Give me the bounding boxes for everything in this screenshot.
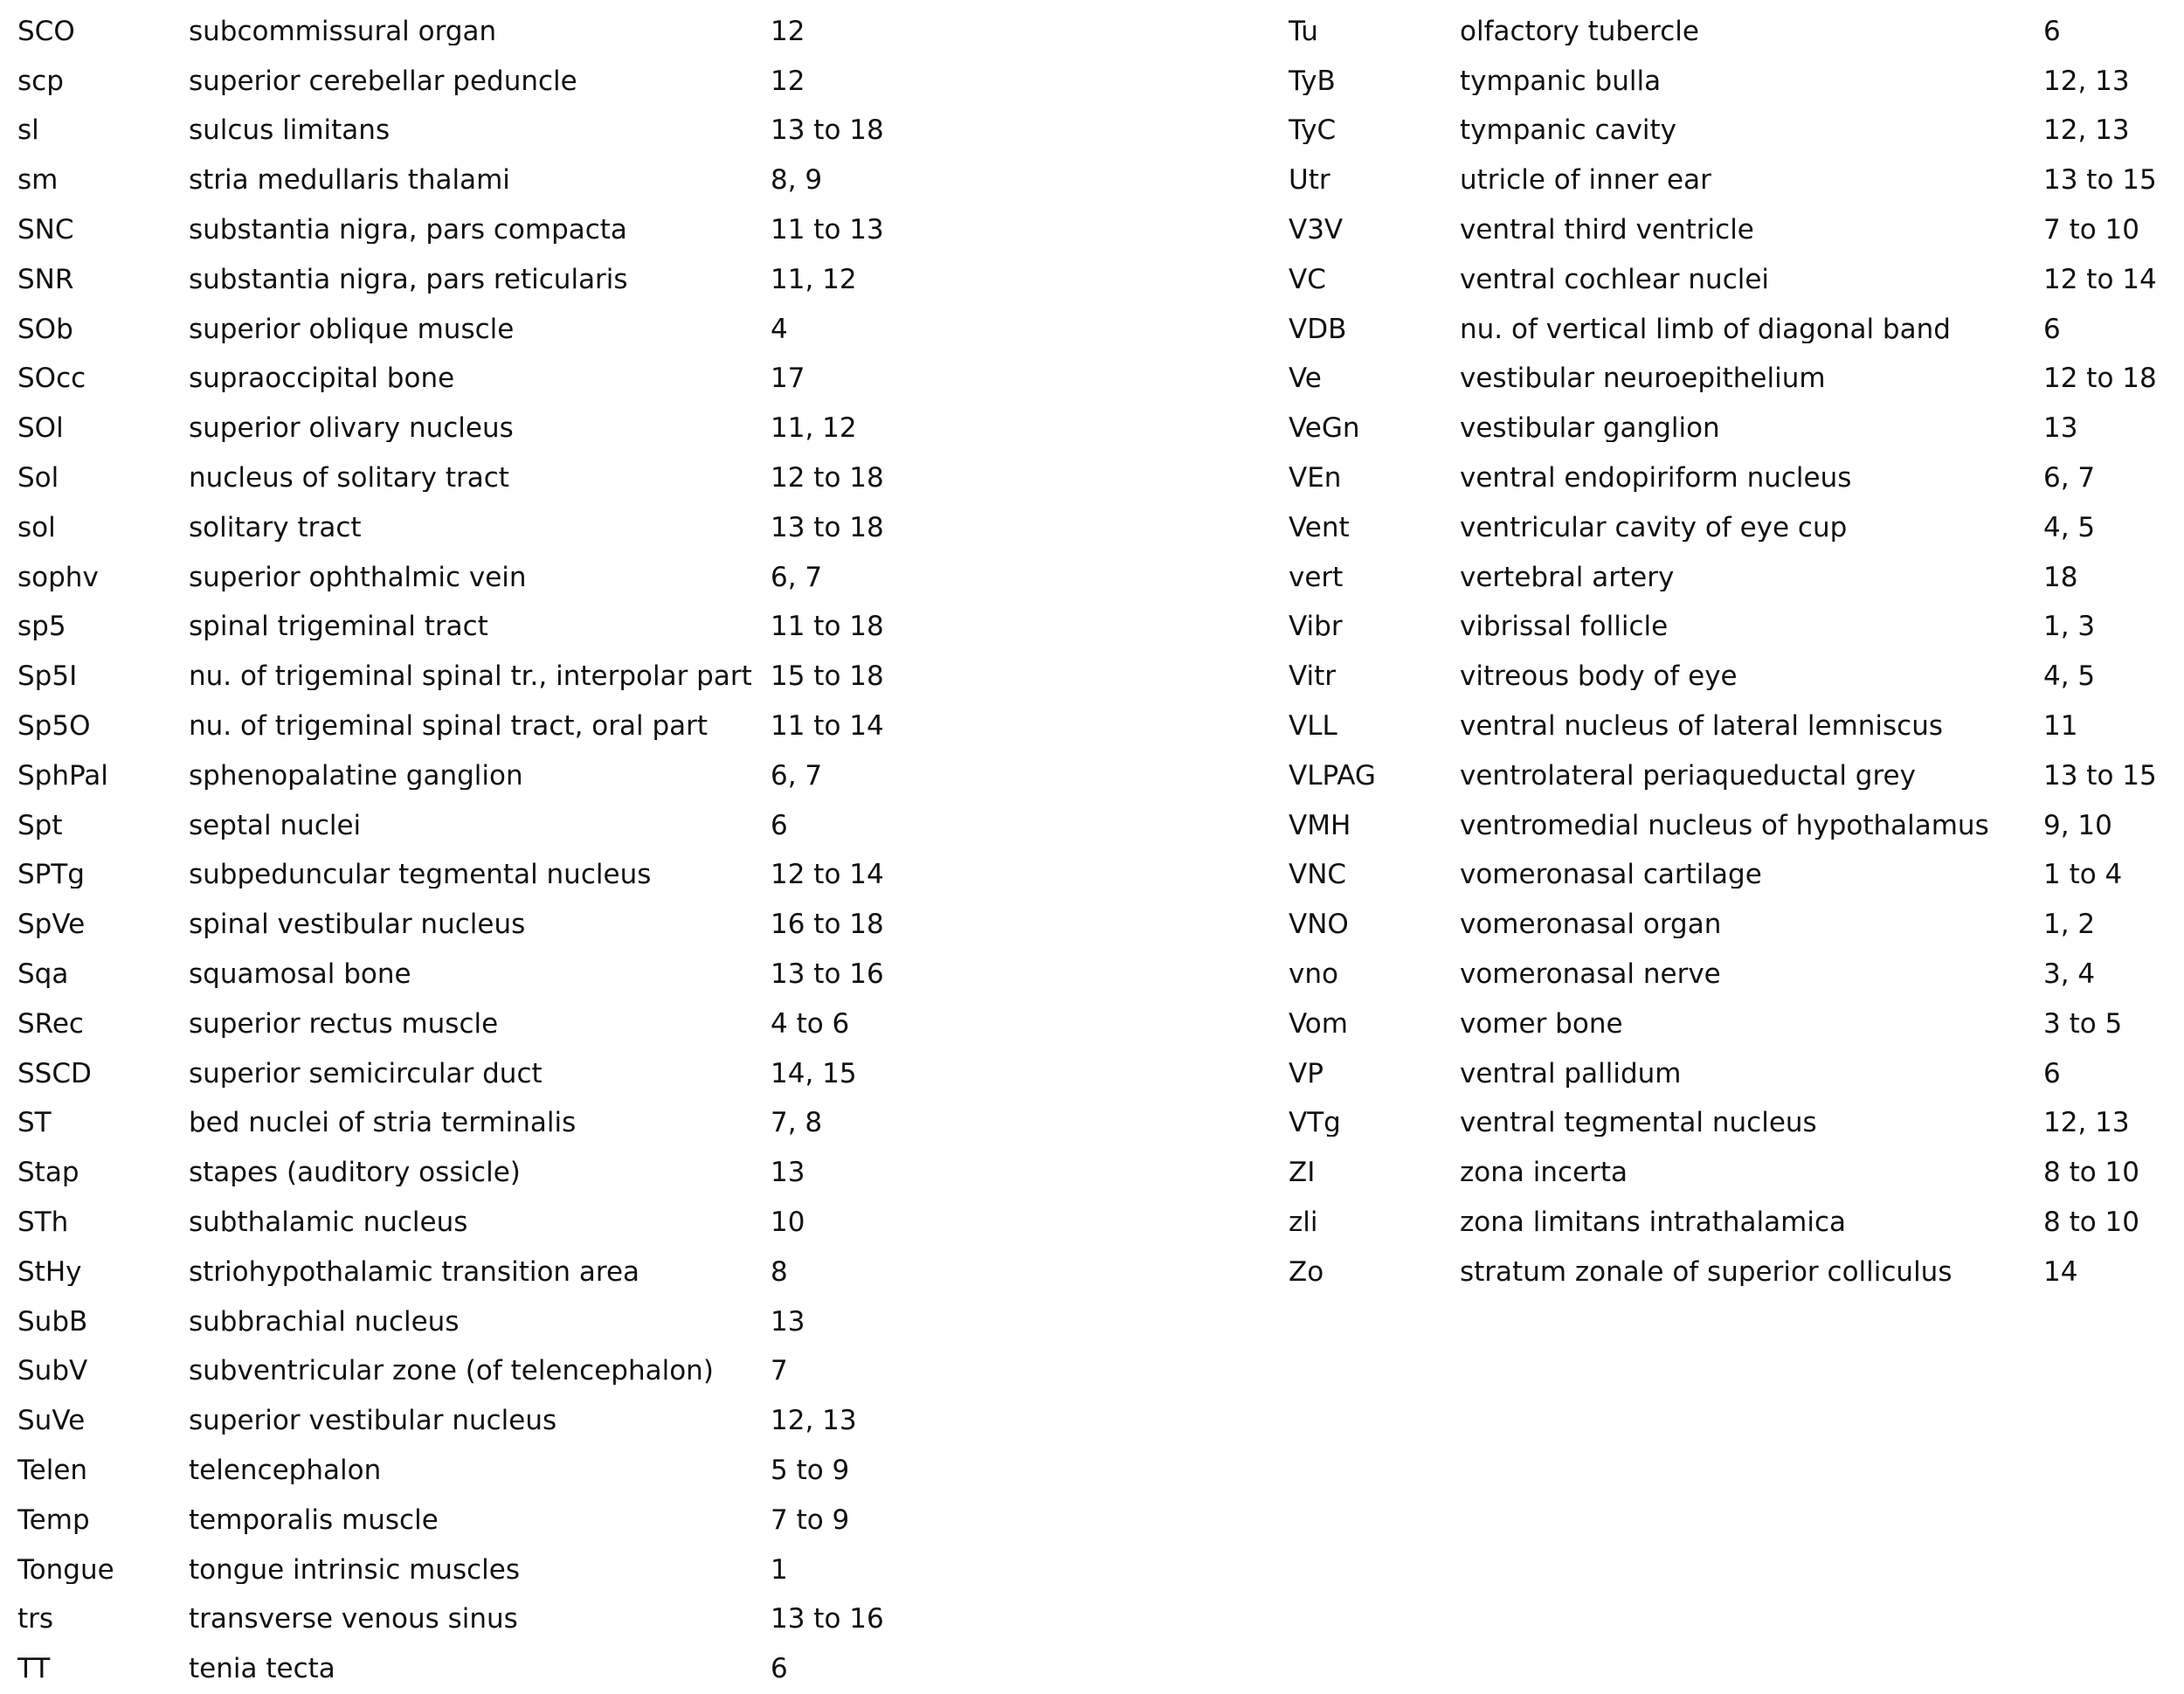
abbreviation-cell: VNC <box>1289 861 1347 889</box>
abbreviation-row <box>17 1099 891 1149</box>
abbreviation-cell: SOl <box>17 415 64 443</box>
abbreviation-cell: VLPAG <box>1289 762 1376 790</box>
abbreviation-cell: SNR <box>17 266 74 294</box>
abbreviation-cell: VDB <box>1289 315 1347 343</box>
abbreviation-row <box>17 1496 891 1545</box>
pages-cell: 7 <box>771 1358 788 1386</box>
abbreviation-cell: SphPal <box>17 762 108 790</box>
pages-cell: 14 <box>2043 1258 2078 1286</box>
pages-cell: 11 to 18 <box>771 613 884 641</box>
abbreviation-cell: trs <box>17 1606 54 1634</box>
pages-cell: 8 <box>771 1258 788 1286</box>
abbreviation-row <box>17 156 891 205</box>
term-cell: vomeronasal organ <box>1460 911 1722 939</box>
abbreviation-cell: SubB <box>17 1308 88 1336</box>
abbreviation-row <box>17 851 891 901</box>
abbreviation-cell: sl <box>17 117 39 145</box>
pages-cell: 1 <box>771 1556 788 1584</box>
abbreviation-row <box>1289 355 2171 404</box>
pages-cell: 13 to 18 <box>771 514 884 542</box>
left-abbreviation-column <box>17 7 891 1694</box>
abbreviation-cell: SOcc <box>17 365 86 393</box>
term-cell: zona limitans intrathalamica <box>1460 1209 1846 1237</box>
pages-cell: 12, 13 <box>2043 1110 2130 1137</box>
abbreviation-cell: Temp <box>17 1506 90 1534</box>
term-cell: stria medullaris thalami <box>189 167 510 195</box>
term-cell: solitary tract <box>189 514 362 542</box>
abbreviation-cell: Utr <box>1289 167 1330 195</box>
pages-cell: 6 <box>2043 1060 2061 1088</box>
pages-cell: 17 <box>771 365 805 393</box>
abbreviation-cell: STh <box>17 1209 69 1237</box>
abbreviation-cell: vert <box>1289 564 1344 591</box>
pages-cell: 12 to 14 <box>2043 266 2157 294</box>
abbreviation-cell: SSCD <box>17 1060 92 1088</box>
abbreviation-cell: Vent <box>1289 514 1350 542</box>
abbreviation-row <box>1289 851 2171 901</box>
term-cell: temporalis muscle <box>189 1506 439 1534</box>
abbreviation-row <box>1289 404 2171 453</box>
abbreviation-cell: Vom <box>1289 1010 1348 1038</box>
abbreviation-row <box>1289 1099 2171 1149</box>
pages-cell: 1 to 4 <box>2043 861 2123 889</box>
term-cell: olfactory tubercle <box>1460 17 1699 45</box>
pages-cell: 4 <box>771 315 788 343</box>
term-cell: utricle of inner ear <box>1460 167 1711 195</box>
abbreviation-cell: SOb <box>17 315 73 343</box>
term-cell: bed nuclei of stria terminalis <box>189 1110 577 1137</box>
term-cell: superior vestibular nucleus <box>189 1407 557 1435</box>
abbreviation-row <box>1289 453 2171 503</box>
term-cell: transverse venous sinus <box>189 1606 518 1634</box>
abbreviation-cell: zli <box>1289 1209 1318 1237</box>
abbreviation-cell: scp <box>17 67 64 95</box>
abbreviation-row <box>17 1148 891 1198</box>
pages-cell: 12, 13 <box>2043 67 2130 95</box>
term-cell: supraoccipital bone <box>189 365 455 393</box>
abbreviation-row <box>1289 553 2171 603</box>
abbreviation-cell: V3V <box>1289 217 1344 245</box>
abbreviation-row <box>1289 950 2171 999</box>
term-cell: ventral cochlear nuclei <box>1460 266 1770 294</box>
term-cell: spinal vestibular nucleus <box>189 911 526 939</box>
abbreviation-cell: VTg <box>1289 1110 1341 1137</box>
pages-cell: 12 to 18 <box>2043 365 2157 393</box>
abbreviation-cell: Tongue <box>17 1556 114 1584</box>
pages-cell: 4, 5 <box>2043 663 2096 691</box>
abbreviation-row <box>1289 503 2171 553</box>
pages-cell: 13 to 18 <box>771 117 884 145</box>
term-cell: vestibular ganglion <box>1460 415 1720 443</box>
pages-cell: 11 to 14 <box>771 713 884 741</box>
abbreviation-row <box>1289 1049 2171 1099</box>
abbreviation-cell: Vitr <box>1289 663 1337 691</box>
pages-cell: 6 <box>771 1656 788 1684</box>
abbreviation-row <box>17 7 891 57</box>
pages-cell: 7 to 10 <box>2043 217 2139 245</box>
pages-cell: 12, 13 <box>2043 117 2130 145</box>
abbreviation-cell: TyB <box>1289 67 1336 95</box>
abbreviation-cell: Sp5O <box>17 713 91 741</box>
abbreviation-cell: sm <box>17 167 59 195</box>
abbreviation-cell: SpVe <box>17 911 86 939</box>
abbreviation-cell: SNC <box>17 217 74 245</box>
abbreviation-cell: SubV <box>17 1358 88 1386</box>
abbreviation-row <box>1289 107 2171 156</box>
pages-cell: 3 to 5 <box>2043 1010 2123 1038</box>
abbreviation-row <box>17 107 891 156</box>
abbreviation-row <box>17 1446 891 1496</box>
abbreviation-row <box>1289 900 2171 950</box>
abbreviation-cell: Ve <box>1289 365 1322 393</box>
pages-cell: 7, 8 <box>771 1110 823 1137</box>
pages-cell: 12 <box>771 67 805 95</box>
pages-cell: 13 to 16 <box>771 961 884 989</box>
abbreviation-cell: Telen <box>17 1457 88 1484</box>
pages-cell: 4 to 6 <box>771 1010 850 1038</box>
abbreviation-row <box>17 1545 891 1595</box>
abbreviation-row <box>17 1396 891 1446</box>
abbreviation-cell: ST <box>17 1110 52 1137</box>
right-abbreviation-column <box>1289 7 2171 1297</box>
abbreviation-row <box>17 57 891 107</box>
term-cell: ventrolateral periaqueductal grey <box>1460 762 1916 790</box>
abbreviation-row <box>17 603 891 653</box>
term-cell: nucleus of solitary tract <box>189 465 509 493</box>
pages-cell: 16 to 18 <box>771 911 884 939</box>
pages-cell: 13 <box>2043 415 2078 443</box>
term-cell: ventral nucleus of lateral lemniscus <box>1460 713 1944 741</box>
term-cell: vomeronasal nerve <box>1460 961 1721 989</box>
pages-cell: 6 <box>2043 315 2061 343</box>
abbreviation-cell: SPTg <box>17 861 85 889</box>
term-cell: septal nuclei <box>189 812 362 840</box>
term-cell: zona incerta <box>1460 1159 1628 1187</box>
term-cell: sulcus limitans <box>189 117 390 145</box>
pages-cell: 14, 15 <box>771 1060 857 1088</box>
term-cell: stratum zonale of superior colliculus <box>1460 1258 1952 1286</box>
pages-cell: 10 <box>771 1209 805 1237</box>
abbreviation-cell: Sp5I <box>17 663 78 691</box>
pages-cell: 1, 2 <box>2043 911 2096 939</box>
abbreviation-cell: vno <box>1289 961 1338 989</box>
term-cell: stapes (auditory ossicle) <box>189 1159 521 1187</box>
pages-cell: 6, 7 <box>771 762 823 790</box>
abbreviation-cell: Stap <box>17 1159 79 1187</box>
abbreviation-row <box>17 355 891 404</box>
abbreviation-cell: VMH <box>1289 812 1351 840</box>
term-cell: superior olivary nucleus <box>189 415 514 443</box>
abbreviation-cell: SCO <box>17 17 75 45</box>
pages-cell: 11 to 13 <box>771 217 884 245</box>
term-cell: ventral tegmental nucleus <box>1460 1110 1817 1137</box>
abbreviation-cell: VNO <box>1289 911 1349 939</box>
abbreviation-cell: Tu <box>1289 17 1318 45</box>
term-cell: vibrissal follicle <box>1460 613 1669 641</box>
abbreviation-cell: Zo <box>1289 1258 1324 1286</box>
abbreviation-cell: sol <box>17 514 56 542</box>
pages-cell: 13 to 15 <box>2043 762 2157 790</box>
abbreviation-cell: VeGn <box>1289 415 1360 443</box>
pages-cell: 12, 13 <box>771 1407 857 1435</box>
abbreviation-cell: Sqa <box>17 961 69 989</box>
abbreviation-cell: SuVe <box>17 1407 86 1435</box>
term-cell: spinal trigeminal tract <box>189 613 488 641</box>
pages-cell: 8 to 10 <box>2043 1159 2139 1187</box>
abbreviation-row <box>1289 1198 2171 1248</box>
abbreviation-cell: sp5 <box>17 613 66 641</box>
pages-cell: 1, 3 <box>2043 613 2096 641</box>
term-cell: superior semicircular duct <box>189 1060 543 1088</box>
term-cell: superior oblique muscle <box>189 315 515 343</box>
term-cell: substantia nigra, pars compacta <box>189 217 627 245</box>
pages-cell: 18 <box>2043 564 2078 591</box>
pages-cell: 8, 9 <box>771 167 823 195</box>
pages-cell: 12 to 18 <box>771 465 884 493</box>
term-cell: vertebral artery <box>1460 564 1675 591</box>
term-cell: vomeronasal cartilage <box>1460 861 1762 889</box>
term-cell: tympanic bulla <box>1460 67 1662 95</box>
abbreviation-row <box>17 751 891 801</box>
pages-cell: 5 to 9 <box>771 1457 850 1484</box>
abbreviation-cell: VC <box>1289 266 1326 294</box>
abbreviation-row <box>1289 1148 2171 1198</box>
abbreviation-row <box>17 404 891 453</box>
abbreviation-row <box>17 801 891 851</box>
term-cell: vomer bone <box>1460 1010 1623 1038</box>
term-cell: squamosal bone <box>189 961 411 989</box>
abbreviation-row <box>17 652 891 702</box>
term-cell: subthalamic nucleus <box>189 1209 468 1237</box>
abbreviation-cell: Vibr <box>1289 613 1343 641</box>
pages-cell: 13 <box>771 1159 805 1187</box>
term-cell: telencephalon <box>189 1457 382 1484</box>
term-cell: ventricular cavity of eye cup <box>1460 514 1848 542</box>
abbreviation-cell: StHy <box>17 1258 82 1286</box>
abbreviation-cell: sophv <box>17 564 99 591</box>
pages-cell: 9, 10 <box>2043 812 2112 840</box>
abbreviation-row <box>1289 156 2171 205</box>
term-cell: vestibular neuroepithelium <box>1460 365 1826 393</box>
pages-cell: 15 to 18 <box>771 663 884 691</box>
abbreviation-row <box>1289 1248 2171 1297</box>
abbreviation-row <box>17 1248 891 1297</box>
abbreviation-row <box>17 1347 891 1397</box>
abbreviation-row <box>17 1595 891 1645</box>
abbreviation-row <box>1289 999 2171 1049</box>
term-cell: ventromedial nucleus of hypothalamus <box>1460 812 1989 840</box>
term-cell: subventricular zone (of telencephalon) <box>189 1358 714 1386</box>
pages-cell: 11 <box>2043 713 2078 741</box>
abbreviation-cell: Spt <box>17 812 63 840</box>
pages-cell: 13 to 15 <box>2043 167 2157 195</box>
abbreviation-cell: ZI <box>1289 1159 1316 1187</box>
abbreviation-row <box>1289 57 2171 107</box>
term-cell: superior rectus muscle <box>189 1010 499 1038</box>
abbreviation-row <box>17 999 891 1049</box>
abbreviation-row <box>17 900 891 950</box>
term-cell: tenia tecta <box>189 1656 335 1684</box>
term-cell: ventral pallidum <box>1460 1060 1682 1088</box>
abbreviation-row <box>1289 603 2171 653</box>
term-cell: ventral third ventricle <box>1460 217 1754 245</box>
abbreviation-row <box>1289 801 2171 851</box>
abbreviation-row <box>1289 7 2171 57</box>
term-cell: ventral endopiriform nucleus <box>1460 465 1852 493</box>
abbreviation-cell: TT <box>17 1656 51 1684</box>
pages-cell: 12 to 14 <box>771 861 884 889</box>
term-cell: nu. of trigeminal spinal tr., interpolar part <box>189 663 752 691</box>
abbreviation-cell: VP <box>1289 1060 1324 1088</box>
term-cell: nu. of trigeminal spinal tract, oral part <box>189 713 708 741</box>
term-cell: substantia nigra, pars reticularis <box>189 266 628 294</box>
abbreviation-row <box>1289 305 2171 355</box>
abbreviation-row <box>17 1644 891 1694</box>
pages-cell: 4, 5 <box>2043 514 2096 542</box>
pages-cell: 3, 4 <box>2043 961 2096 989</box>
pages-cell: 6 <box>2043 17 2061 45</box>
abbreviation-cell: VLL <box>1289 713 1337 741</box>
term-cell: subcommissural organ <box>189 17 497 45</box>
abbreviation-cell: Sol <box>17 465 59 493</box>
abbreviation-row <box>17 255 891 305</box>
abbreviation-row <box>17 1198 891 1248</box>
term-cell: tympanic cavity <box>1460 117 1677 145</box>
term-cell: superior ophthalmic vein <box>189 564 527 591</box>
abbreviation-row <box>17 702 891 751</box>
abbreviation-row <box>17 1049 891 1099</box>
term-cell: nu. of vertical limb of diagonal band <box>1460 315 1951 343</box>
pages-cell: 13 <box>771 1308 805 1336</box>
abbreviation-row <box>1289 205 2171 255</box>
pages-cell: 12 <box>771 17 805 45</box>
term-cell: striohypothalamic transition area <box>189 1258 640 1286</box>
abbreviation-row <box>17 205 891 255</box>
pages-cell: 6, 7 <box>2043 465 2096 493</box>
abbreviation-cell: TyC <box>1289 117 1337 145</box>
abbreviation-cell: VEn <box>1289 465 1342 493</box>
term-cell: subbrachial nucleus <box>189 1308 460 1336</box>
abbreviation-row <box>1289 652 2171 702</box>
term-cell: superior cerebellar peduncle <box>189 67 577 95</box>
pages-cell: 7 to 9 <box>771 1506 850 1534</box>
abbreviation-row <box>1289 751 2171 801</box>
abbreviation-row <box>1289 255 2171 305</box>
pages-cell: 11, 12 <box>771 415 857 443</box>
pages-cell: 11, 12 <box>771 266 857 294</box>
pages-cell: 8 to 10 <box>2043 1209 2139 1237</box>
pages-cell: 6, 7 <box>771 564 823 591</box>
abbreviation-cell: SRec <box>17 1010 84 1038</box>
abbreviation-row <box>17 503 891 553</box>
pages-cell: 6 <box>771 812 788 840</box>
term-cell: sphenopalatine ganglion <box>189 762 523 790</box>
pages-cell: 13 to 16 <box>771 1606 884 1634</box>
abbreviation-row <box>17 453 891 503</box>
abbreviation-row <box>17 305 891 355</box>
abbreviation-row <box>17 553 891 603</box>
abbreviation-row <box>17 950 891 999</box>
term-cell: tongue intrinsic muscles <box>189 1556 520 1584</box>
term-cell: vitreous body of eye <box>1460 663 1738 691</box>
term-cell: subpeduncular tegmental nucleus <box>189 861 652 889</box>
abbreviation-row <box>1289 702 2171 751</box>
abbreviation-row <box>17 1297 891 1347</box>
